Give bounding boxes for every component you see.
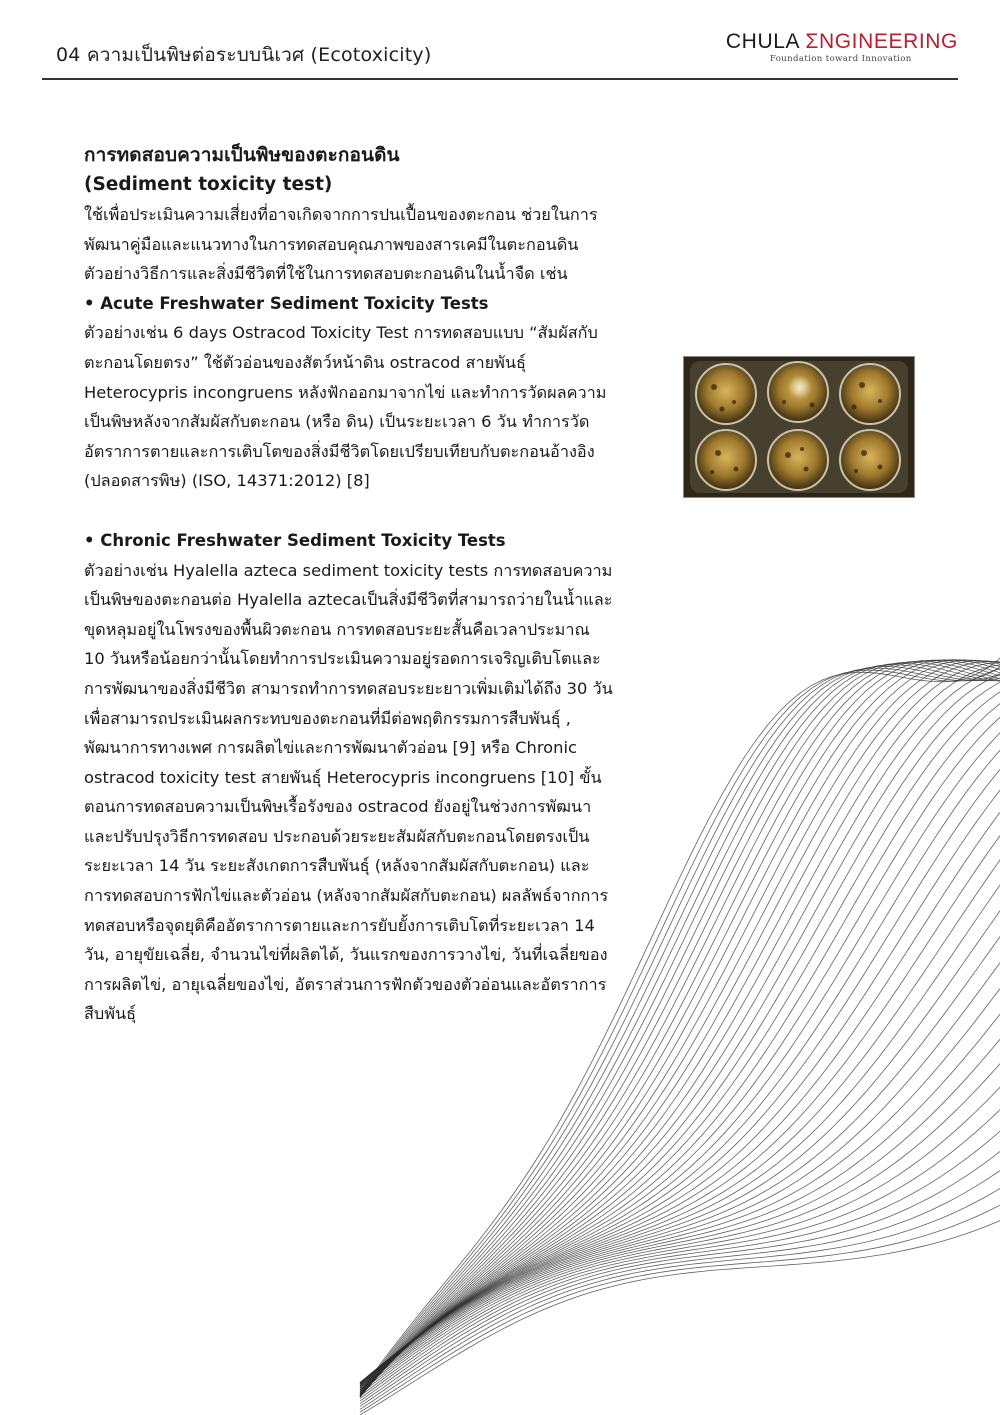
wave-line [360,1156,1000,1406]
page-header-title: 04 ความเป็นพิษต่อระบบนิเวศ (Ecotoxicity) [56,44,432,66]
logo-chula-text: CHULA [725,30,806,53]
sediment-well-plate-photo [683,356,915,498]
intro-paragraph: ใช้เพื่อประเมินความเสี่ยงที่อาจเกิดจากการปนเปื้อนของตะกอน ช่วยในการพัฒนาคู่มือและแนวทางในการทดสอบคุณภาพของสารเคมีในตะกอนดินตัวอย่างวิธีการและสิ่งมีชีวิตที่ใช้ในการทดสอบตะกอนดินในน้ำจืด เช่น [84,205,598,284]
paragraph-spacer [84,496,614,526]
wave-line [360,1041,1000,1394]
logo-engineering-text: ΣNGINEERING [805,30,958,53]
section-title: การทดสอบความเป็นพิษของตะกอนดิน [84,144,400,166]
logo-wordmark [726,30,958,54]
article-body [84,140,614,1029]
acute-tests-heading: • Acute Freshwater Sediment Toxicity Tests [84,293,489,313]
header-divider [42,78,958,80]
chronic-tests-paragraph: ตัวอย่างเช่น Hyalella azteca sediment toxicity tests การทดสอบความเป็นพิษของตะกอนต่อ Hyalella aztecaเป็นสิ่งมีชีวิตที่สามารถว่ายในน้ำและขุดหลุมอยู่ในโพรงของพื้นผิวตะกอน การทดสอบระยะสั้นคือเวลาประมาณ 10 วันหรือน้อยกว่านั้นโดยทำการประเมินความอยู่รอดการเจริญเติบโตและการพัฒนาของสิ่งมีชีวิต สามารถทำการทดสอบระยะยาวเพิ่มเติมได้ถึง 30 วัน เพื่อสามารถประเมินผลกระทบของตะกอนที่มีต่อพฤติกรรมการสืบพันธุ์ , พัฒนาการทางเพศ การผลิตไข่และการพัฒนาตัวอ่อน [9] หรือ Chronic ostracod toxicity test สายพันธุ์ Heterocypris incongruens [10] ขั้นตอนการทดสอบความเป็นพิษเรื้อรังของ ostracod ยังอยู่ในช่วงการพัฒนาและปรับปรุงวิธีการทดสอบ ประกอบด้วยระยะสัมผัสกับตะกอนโดยตรงเป็นระยะเวลา 14 วัน ระยะสังเกตการสืบพันธุ์ (หลังจากสัมผัสกับตะกอน) และการทดสอบการฟักไข่และตัวอ่อน (หลังจากสัมผัสกับตะกอน) ผลลัพธ์จากการทดสอบหรือจุดยุติคืออัตราการตายและการยับยั้งการเติบโตที่ระยะเวลา 14 วัน, อายุขัยเฉลี่ย, จำนวนไข่ที่ผลิตได้, วันแรกของการวางไข่, วันที่เฉลี่ยของการผลิตไข่, อายุเฉลี่ยของไข่, อัตราส่วนการฟักตัวของตัวอ่อนและอัตราการสืบพันธุ์ [84,560,613,1024]
wave-line [360,989,1000,1390]
logo-tagline: Foundation toward Innovation [769,54,912,64]
wave-line [360,1176,1000,1409]
chula-engineering-logo [726,30,958,64]
wave-line [360,1090,1000,1399]
acute-tests-paragraph: ตัวอย่างเช่น 6 days Ostracod Toxicity Test การทดสอบแบบ “สัมผัสกับตะกอนโดยตรง” ใช้ตัวอ่อนของสัตว์หน้าดิน ostracod สายพันธุ์ Heterocypris incongruens หลังฟักออกมาจากไข่ และทำการวัดผลความเป็นพิษหลังจากสัมผัสกับตะกอน (หรือ ดิน) เป็นระยะเวลา 6 วัน ทำการวัดอัตราการตายและการเติบโตของสิ่งมีชีวิตโดยเปรียบเทียบกับตะกอนอ้างอิง (ปลอดสารพิษ) (ISO, 14371:2012) [8] [84,323,607,491]
section-subtitle: (Sediment toxicity test) [84,174,333,195]
chronic-tests-heading: • Chronic Freshwater Sediment Toxicity Tests [84,530,506,550]
